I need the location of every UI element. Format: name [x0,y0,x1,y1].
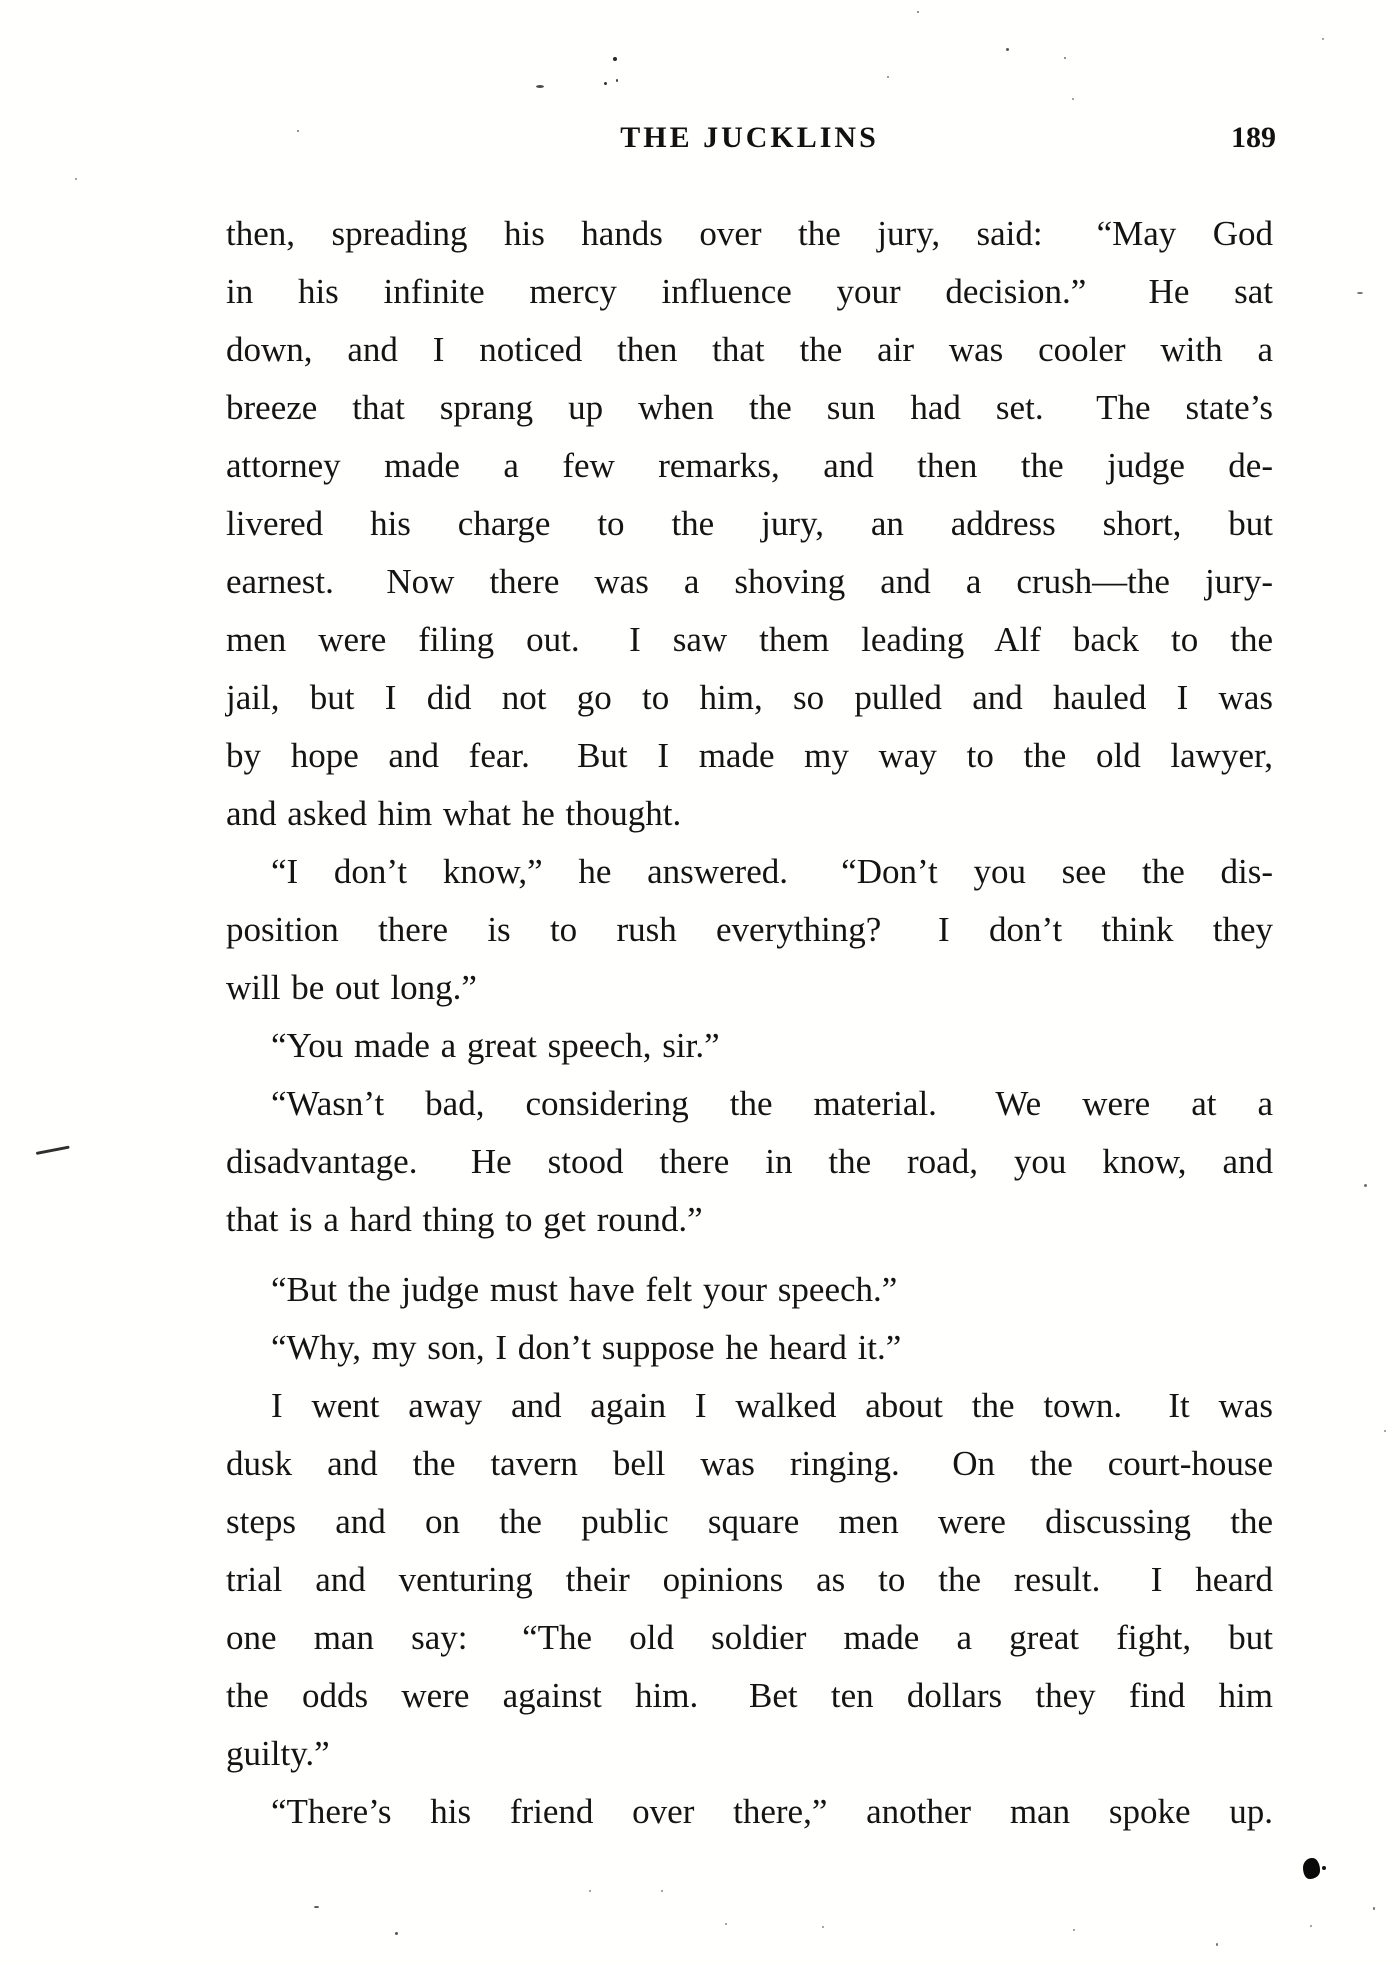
ink-speck [725,1923,727,1925]
text-line: “You made a great speech, sir.” [271,1026,720,1065]
text-line: “But the judge must have felt your speech.” [271,1270,898,1309]
ink-blot-mark [1303,1858,1320,1879]
ink-speck [1073,1929,1075,1931]
ink-speck [1064,57,1066,59]
ink-speck [395,1932,398,1935]
text-line: disadvantage. He stood there in the road, you know, and [226,1142,1273,1181]
paragraph [226,1377,1273,1783]
ink-speck [1364,1184,1367,1187]
ink-speck [589,1890,591,1892]
text-line: livered his charge to the jury, an address short, but [226,504,1273,543]
ink-blot-satellite-mark [1322,1866,1326,1870]
text-line: breeze that sprang up when the sun had set. The state’s [226,388,1273,427]
text-line: “I don’t know,” he answered. “Don’t you see the dis- [271,852,1273,891]
ink-speck [613,57,617,61]
paragraph [226,1319,1273,1377]
ink-speck [536,85,544,88]
text-line: attorney made a few remarks, and then the judge de- [226,446,1273,485]
text-line: guilty.” [226,1734,330,1773]
margin-dash-mark [36,1146,70,1155]
ink-speck [822,1926,824,1928]
text-line: earnest. Now there was a shoving and a crush—the jury- [226,562,1273,601]
text-line: by hope and fear. But I made my way to the old lawyer, [226,736,1273,775]
ink-speck [1072,98,1074,100]
paragraph [226,843,1273,1017]
text-line: men were filing out. I saw them leading Alf back to the [226,620,1273,659]
text-line: will be out long.” [226,968,477,1007]
text-line: steps and on the public square men were discussing the [226,1502,1273,1541]
ink-speck [1006,48,1009,51]
paragraph [226,1783,1273,1841]
ink-speck [1322,38,1324,40]
text-line: trial and venturing their opinions as to the result. I heard [226,1560,1273,1599]
text-line: the odds were against him. Bet ten dollars they find him [226,1676,1273,1715]
ink-speck [1310,1925,1312,1927]
ink-speck [661,1890,663,1892]
ink-speck [1357,292,1363,294]
text-line: down, and I noticed then that the air was cooler with a [226,330,1273,369]
text-line: that is a hard thing to get round.” [226,1200,703,1239]
paragraph [226,1261,1273,1319]
ink-speck [616,79,618,82]
text-line: position there is to rush everything? I don’t think they [226,910,1273,949]
text-line: and asked him what he thought. [226,794,682,833]
ink-speck [1384,1430,1386,1432]
ink-speck [297,130,299,132]
text-line: then, spreading his hands over the jury, said: “May God [226,214,1273,253]
ink-speck [604,82,607,85]
text-line: “Why, my son, I don’t suppose he heard it.” [271,1328,902,1367]
ink-speck [1216,1943,1218,1946]
paragraph [226,1075,1273,1249]
page-header-title: THE JUCKLINS [620,121,879,154]
paragraph [226,1017,1273,1075]
text-line: I went away and again I walked about the town. It was [271,1386,1273,1425]
ink-speck [917,11,919,13]
ink-speck [314,1906,319,1908]
text-line: “There’s his friend over there,” another man spoke up. [271,1792,1273,1831]
text-block [226,205,1273,1841]
page-number: 189 [1231,121,1276,154]
ink-speck [75,178,77,180]
ink-speck [887,76,889,78]
ink-speck [1373,1907,1375,1910]
text-line: jail, but I did not go to him, so pulled and hauled I was [226,678,1273,717]
paragraph [226,205,1273,843]
text-line: in his infinite mercy influence your decision.” He sat [226,272,1273,311]
text-line: dusk and the tavern bell was ringing. On the court-house [226,1444,1273,1483]
text-line: “Wasn’t bad, considering the material. We were at a [271,1084,1273,1123]
text-line: one man say: “The old soldier made a great fight, but [226,1618,1273,1657]
